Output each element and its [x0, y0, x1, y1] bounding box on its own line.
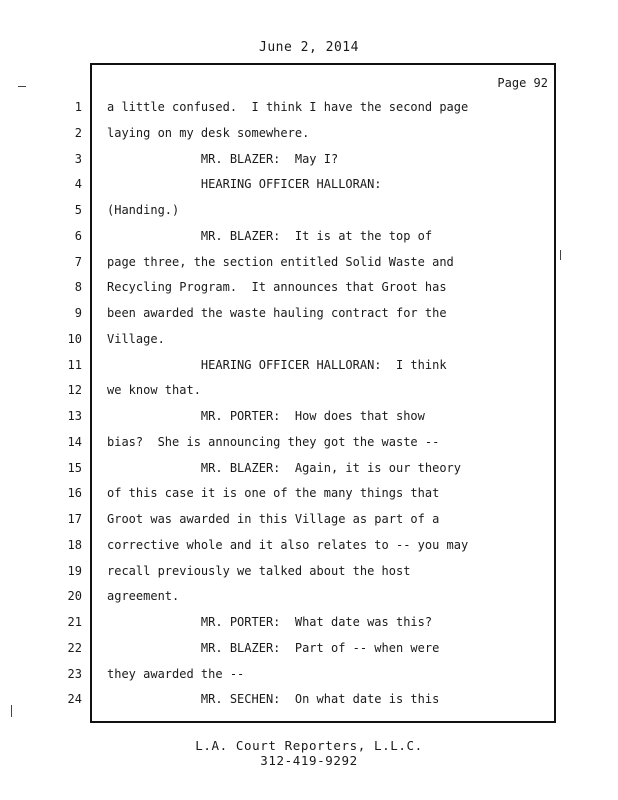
line-number: 23: [67, 667, 82, 681]
line-text: MR. BLAZER: May I?: [107, 152, 339, 166]
line-number: 6: [74, 229, 82, 243]
line-number: 15: [67, 461, 82, 475]
line-number: 22: [67, 641, 82, 655]
line-number: 14: [67, 435, 82, 449]
line-text: corrective whole and it also relates to -- you may: [107, 538, 469, 552]
line-number: 12: [67, 383, 82, 397]
line-text: agreement.: [107, 589, 180, 603]
line-text: MR. PORTER: How does that show: [107, 409, 425, 423]
line-text: bias? She is announcing they got the waste --: [107, 435, 440, 449]
line-text: MR. PORTER: What date was this?: [107, 615, 433, 629]
line-text: (Handing.): [107, 203, 180, 217]
line-text: of this case it is one of the many things that: [107, 486, 440, 500]
line-number: 21: [67, 615, 82, 629]
line-text: they awarded the --: [107, 667, 245, 681]
line-text: page three, the section entitled Solid Waste and: [107, 255, 454, 269]
line-text: laying on my desk somewhere.: [107, 126, 310, 140]
line-text: Recycling Program. It announces that Groot has: [107, 280, 447, 294]
line-number: 20: [67, 589, 82, 603]
line-number: 10: [67, 332, 82, 346]
line-text: MR. SECHEN: On what date is this: [107, 692, 440, 706]
page-number: Page 92: [497, 76, 548, 90]
line-number: 8: [74, 280, 82, 294]
line-number: 4: [74, 177, 82, 191]
line-number: 18: [67, 538, 82, 552]
line-text: HEARING OFFICER HALLORAN:: [107, 177, 382, 191]
scan-speck: [18, 86, 26, 87]
line-text: we know that.: [107, 383, 201, 397]
line-number: 5: [74, 203, 82, 217]
line-text: a little confused. I think I have the second page: [107, 100, 469, 114]
footer-phone: 312-419-9292: [260, 753, 358, 768]
line-text: Groot was awarded in this Village as part of a: [107, 512, 440, 526]
line-text: MR. BLAZER: It is at the top of: [107, 229, 433, 243]
scan-speck: [560, 250, 561, 260]
line-text: Village.: [107, 332, 165, 346]
line-text: MR. BLAZER: Part of -- when were: [107, 641, 440, 655]
line-text: been awarded the waste hauling contract for the: [107, 306, 447, 320]
line-text: HEARING OFFICER HALLORAN: I think: [107, 358, 447, 372]
line-text: recall previously we talked about the host: [107, 564, 411, 578]
line-number: 11: [67, 358, 82, 372]
line-number: 24: [67, 692, 82, 706]
line-number: 3: [74, 152, 82, 166]
line-number: 13: [67, 409, 82, 423]
header-date: June 2, 2014: [259, 40, 359, 55]
line-number: 9: [74, 306, 82, 320]
line-number: 7: [74, 255, 82, 269]
line-text: MR. BLAZER: Again, it is our theory: [107, 461, 462, 475]
line-number: 16: [67, 486, 82, 500]
footer-company: L.A. Court Reporters, L.L.C.: [195, 738, 423, 753]
scan-speck: [11, 705, 12, 717]
line-number: 17: [67, 512, 82, 526]
line-number: 1: [74, 100, 82, 114]
line-number: 2: [74, 126, 82, 140]
line-number: 19: [67, 564, 82, 578]
